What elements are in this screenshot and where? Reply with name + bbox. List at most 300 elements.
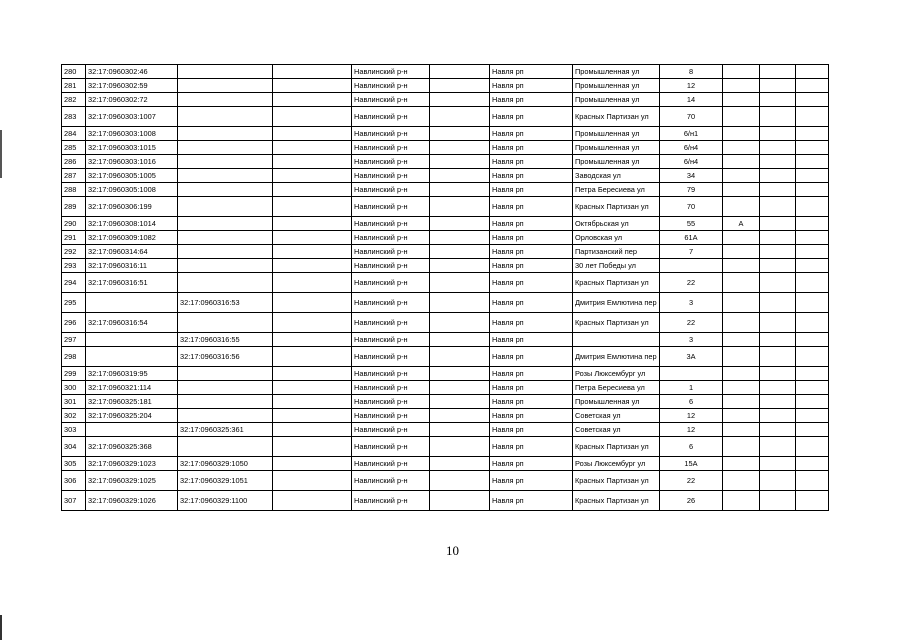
empty-cell bbox=[796, 491, 829, 511]
empty-cell bbox=[273, 293, 352, 313]
cadastral-number-cell: 32:17:0960316:54 bbox=[86, 313, 178, 333]
empty-cell bbox=[430, 457, 490, 471]
house-number-cell: 3 bbox=[660, 333, 723, 347]
empty-cell bbox=[273, 259, 352, 273]
empty-cell bbox=[273, 381, 352, 395]
empty-cell bbox=[796, 245, 829, 259]
house-number-cell: 12 bbox=[660, 409, 723, 423]
district-cell: Навлинский р-н bbox=[352, 437, 430, 457]
street-cell: Красных Партизан ул bbox=[573, 471, 660, 491]
empty-cell bbox=[760, 183, 796, 197]
letter-cell bbox=[723, 395, 760, 409]
empty-cell bbox=[273, 107, 352, 127]
empty-cell bbox=[430, 127, 490, 141]
row-number-cell: 287 bbox=[62, 169, 86, 183]
empty-cell bbox=[273, 313, 352, 333]
empty-cell bbox=[430, 183, 490, 197]
cadastral-number-cell: 32:17:0960329:1026 bbox=[86, 491, 178, 511]
district-cell: Навлинский р-н bbox=[352, 367, 430, 381]
street-cell: Октябрьская ул bbox=[573, 217, 660, 231]
letter-cell bbox=[723, 347, 760, 367]
street-cell: Красных Партизан ул bbox=[573, 273, 660, 293]
parent-cadastral-number-cell bbox=[178, 65, 273, 79]
row-number-cell: 282 bbox=[62, 93, 86, 107]
empty-cell bbox=[796, 409, 829, 423]
empty-cell bbox=[760, 217, 796, 231]
district-cell: Навлинский р-н bbox=[352, 107, 430, 127]
letter-cell: А bbox=[723, 217, 760, 231]
street-cell: Красных Партизан ул bbox=[573, 437, 660, 457]
registry-table-body bbox=[62, 65, 829, 511]
letter-cell bbox=[723, 141, 760, 155]
row-number-cell: 288 bbox=[62, 183, 86, 197]
house-number-cell: 6 bbox=[660, 395, 723, 409]
row-number-cell: 294 bbox=[62, 273, 86, 293]
empty-cell bbox=[273, 93, 352, 107]
empty-cell bbox=[796, 273, 829, 293]
row-number-cell: 289 bbox=[62, 197, 86, 217]
table-row bbox=[62, 197, 829, 217]
empty-cell bbox=[796, 347, 829, 367]
empty-cell bbox=[760, 273, 796, 293]
row-number-cell: 303 bbox=[62, 423, 86, 437]
locality-cell: Навля рп bbox=[490, 409, 573, 423]
locality-cell: Навля рп bbox=[490, 273, 573, 293]
table-row bbox=[62, 347, 829, 367]
empty-cell bbox=[430, 437, 490, 457]
locality-cell: Навля рп bbox=[490, 183, 573, 197]
table-row bbox=[62, 471, 829, 491]
house-number-cell: 6 bbox=[660, 437, 723, 457]
table-row bbox=[62, 65, 829, 79]
empty-cell bbox=[760, 381, 796, 395]
cadastral-number-cell: 32:17:0960325:204 bbox=[86, 409, 178, 423]
letter-cell bbox=[723, 245, 760, 259]
cadastral-number-cell: 32:17:0960305:1005 bbox=[86, 169, 178, 183]
empty-cell bbox=[273, 79, 352, 93]
house-number-cell: 22 bbox=[660, 313, 723, 333]
district-cell: Навлинский р-н bbox=[352, 457, 430, 471]
empty-cell bbox=[760, 169, 796, 183]
street-cell: 30 лет Победы ул bbox=[573, 259, 660, 273]
cadastral-number-cell: 32:17:0960303:1008 bbox=[86, 127, 178, 141]
row-number-cell: 290 bbox=[62, 217, 86, 231]
parent-cadastral-number-cell bbox=[178, 409, 273, 423]
district-cell: Навлинский р-н bbox=[352, 381, 430, 395]
empty-cell bbox=[430, 217, 490, 231]
house-number-cell: 22 bbox=[660, 273, 723, 293]
row-number-cell: 297 bbox=[62, 333, 86, 347]
row-number-cell: 304 bbox=[62, 437, 86, 457]
street-cell: Промышленная ул bbox=[573, 93, 660, 107]
letter-cell bbox=[723, 183, 760, 197]
empty-cell bbox=[273, 169, 352, 183]
cadastral-number-cell: 32:17:0960321:114 bbox=[86, 381, 178, 395]
empty-cell bbox=[796, 259, 829, 273]
cadastral-number-cell: 32:17:0960302:59 bbox=[86, 79, 178, 93]
scan-edge-mark bbox=[0, 615, 2, 640]
house-number-cell: 22 bbox=[660, 471, 723, 491]
street-cell bbox=[573, 333, 660, 347]
parent-cadastral-number-cell bbox=[178, 93, 273, 107]
parent-cadastral-number-cell bbox=[178, 79, 273, 93]
empty-cell bbox=[796, 65, 829, 79]
letter-cell bbox=[723, 79, 760, 93]
empty-cell bbox=[760, 107, 796, 127]
table-row bbox=[62, 79, 829, 93]
letter-cell bbox=[723, 437, 760, 457]
house-number-cell: 15А bbox=[660, 457, 723, 471]
empty-cell bbox=[760, 409, 796, 423]
table-row bbox=[62, 381, 829, 395]
locality-cell: Навля рп bbox=[490, 423, 573, 437]
empty-cell bbox=[273, 395, 352, 409]
letter-cell bbox=[723, 367, 760, 381]
empty-cell bbox=[273, 437, 352, 457]
empty-cell bbox=[760, 457, 796, 471]
table-row bbox=[62, 127, 829, 141]
locality-cell: Навля рп bbox=[490, 217, 573, 231]
district-cell: Навлинский р-н bbox=[352, 231, 430, 245]
letter-cell bbox=[723, 491, 760, 511]
parent-cadastral-number-cell bbox=[178, 141, 273, 155]
empty-cell bbox=[760, 471, 796, 491]
cadastral-number-cell: 32:17:0960316:11 bbox=[86, 259, 178, 273]
locality-cell: Навля рп bbox=[490, 127, 573, 141]
parent-cadastral-number-cell: 32:17:0960325:361 bbox=[178, 423, 273, 437]
street-cell: Орловская ул bbox=[573, 231, 660, 245]
parent-cadastral-number-cell bbox=[178, 437, 273, 457]
table-row bbox=[62, 245, 829, 259]
parent-cadastral-number-cell: 32:17:0960316:55 bbox=[178, 333, 273, 347]
locality-cell: Навля рп bbox=[490, 471, 573, 491]
district-cell: Навлинский р-н bbox=[352, 127, 430, 141]
empty-cell bbox=[760, 333, 796, 347]
parent-cadastral-number-cell bbox=[178, 273, 273, 293]
empty-cell bbox=[430, 423, 490, 437]
empty-cell bbox=[796, 333, 829, 347]
table-row bbox=[62, 259, 829, 273]
cadastral-number-cell: 32:17:0960329:1023 bbox=[86, 457, 178, 471]
house-number-cell: 55 bbox=[660, 217, 723, 231]
street-cell: Петра Бересиева ул bbox=[573, 183, 660, 197]
house-number-cell: 79 bbox=[660, 183, 723, 197]
parent-cadastral-number-cell bbox=[178, 231, 273, 245]
street-cell: Заводская ул bbox=[573, 169, 660, 183]
cadastral-number-cell bbox=[86, 347, 178, 367]
empty-cell bbox=[273, 127, 352, 141]
letter-cell bbox=[723, 273, 760, 293]
house-number-cell: 70 bbox=[660, 107, 723, 127]
parent-cadastral-number-cell: 32:17:0960316:56 bbox=[178, 347, 273, 367]
locality-cell: Навля рп bbox=[490, 313, 573, 333]
empty-cell bbox=[760, 79, 796, 93]
table-row bbox=[62, 423, 829, 437]
empty-cell bbox=[760, 423, 796, 437]
row-number-cell: 299 bbox=[62, 367, 86, 381]
empty-cell bbox=[760, 155, 796, 169]
district-cell: Навлинский р-н bbox=[352, 155, 430, 169]
table-row bbox=[62, 141, 829, 155]
empty-cell bbox=[796, 381, 829, 395]
house-number-cell: 6/н4 bbox=[660, 155, 723, 169]
empty-cell bbox=[760, 313, 796, 333]
locality-cell: Навля рп bbox=[490, 197, 573, 217]
letter-cell bbox=[723, 423, 760, 437]
empty-cell bbox=[273, 409, 352, 423]
empty-cell bbox=[796, 141, 829, 155]
table-row bbox=[62, 217, 829, 231]
row-number-cell: 300 bbox=[62, 381, 86, 395]
street-cell: Дмитрия Емлютина пер bbox=[573, 347, 660, 367]
cadastral-number-cell bbox=[86, 333, 178, 347]
empty-cell bbox=[760, 437, 796, 457]
empty-cell bbox=[430, 245, 490, 259]
empty-cell bbox=[796, 471, 829, 491]
letter-cell bbox=[723, 293, 760, 313]
parent-cadastral-number-cell bbox=[178, 259, 273, 273]
parent-cadastral-number-cell bbox=[178, 169, 273, 183]
cadastral-number-cell: 32:17:0960308:1014 bbox=[86, 217, 178, 231]
empty-cell bbox=[430, 169, 490, 183]
district-cell: Навлинский р-н bbox=[352, 293, 430, 313]
district-cell: Навлинский р-н bbox=[352, 347, 430, 367]
empty-cell bbox=[760, 127, 796, 141]
empty-cell bbox=[796, 423, 829, 437]
empty-cell bbox=[273, 183, 352, 197]
parent-cadastral-number-cell bbox=[178, 183, 273, 197]
locality-cell: Навля рп bbox=[490, 93, 573, 107]
empty-cell bbox=[760, 65, 796, 79]
house-number-cell: 6/н4 bbox=[660, 141, 723, 155]
empty-cell bbox=[760, 93, 796, 107]
row-number-cell: 302 bbox=[62, 409, 86, 423]
locality-cell: Навля рп bbox=[490, 259, 573, 273]
letter-cell bbox=[723, 457, 760, 471]
letter-cell bbox=[723, 155, 760, 169]
house-number-cell: 1 bbox=[660, 381, 723, 395]
row-number-cell: 306 bbox=[62, 471, 86, 491]
table-row bbox=[62, 231, 829, 245]
parent-cadastral-number-cell bbox=[178, 245, 273, 259]
empty-cell bbox=[430, 259, 490, 273]
street-cell: Промышленная ул bbox=[573, 141, 660, 155]
empty-cell bbox=[760, 367, 796, 381]
house-number-cell: 3А bbox=[660, 347, 723, 367]
locality-cell: Навля рп bbox=[490, 245, 573, 259]
empty-cell bbox=[273, 423, 352, 437]
empty-cell bbox=[796, 231, 829, 245]
parent-cadastral-number-cell: 32:17:0960316:53 bbox=[178, 293, 273, 313]
district-cell: Навлинский р-н bbox=[352, 313, 430, 333]
locality-cell: Навля рп bbox=[490, 347, 573, 367]
locality-cell: Навля рп bbox=[490, 79, 573, 93]
house-number-cell: 12 bbox=[660, 423, 723, 437]
empty-cell bbox=[430, 197, 490, 217]
letter-cell bbox=[723, 93, 760, 107]
parent-cadastral-number-cell bbox=[178, 197, 273, 217]
street-cell: Петра Бересиева ул bbox=[573, 381, 660, 395]
district-cell: Навлинский р-н bbox=[352, 245, 430, 259]
district-cell: Навлинский р-н bbox=[352, 79, 430, 93]
street-cell: Советская ул bbox=[573, 423, 660, 437]
empty-cell bbox=[430, 313, 490, 333]
cadastral-number-cell: 32:17:0960316:51 bbox=[86, 273, 178, 293]
empty-cell bbox=[273, 141, 352, 155]
district-cell: Навлинский р-н bbox=[352, 409, 430, 423]
parent-cadastral-number-cell bbox=[178, 155, 273, 169]
street-cell: Розы Люксембург ул bbox=[573, 457, 660, 471]
empty-cell bbox=[796, 293, 829, 313]
locality-cell: Навля рп bbox=[490, 381, 573, 395]
empty-cell bbox=[430, 79, 490, 93]
locality-cell: Навля рп bbox=[490, 169, 573, 183]
empty-cell bbox=[273, 197, 352, 217]
district-cell: Навлинский р-н bbox=[352, 333, 430, 347]
house-number-cell: 14 bbox=[660, 93, 723, 107]
street-cell: Промышленная ул bbox=[573, 127, 660, 141]
empty-cell bbox=[430, 273, 490, 293]
letter-cell bbox=[723, 231, 760, 245]
row-number-cell: 305 bbox=[62, 457, 86, 471]
locality-cell: Навля рп bbox=[490, 395, 573, 409]
parent-cadastral-number-cell bbox=[178, 107, 273, 127]
letter-cell bbox=[723, 169, 760, 183]
empty-cell bbox=[760, 141, 796, 155]
cadastral-number-cell: 32:17:0960306:199 bbox=[86, 197, 178, 217]
locality-cell: Навля рп bbox=[490, 437, 573, 457]
empty-cell bbox=[430, 107, 490, 127]
cadastral-number-cell: 32:17:0960303:1007 bbox=[86, 107, 178, 127]
cadastral-number-cell: 32:17:0960325:368 bbox=[86, 437, 178, 457]
parent-cadastral-number-cell bbox=[178, 217, 273, 231]
empty-cell bbox=[430, 367, 490, 381]
empty-cell bbox=[760, 259, 796, 273]
row-number-cell: 307 bbox=[62, 491, 86, 511]
table-row bbox=[62, 333, 829, 347]
table-row bbox=[62, 107, 829, 127]
street-cell: Красных Партизан ул bbox=[573, 197, 660, 217]
street-cell: Красных Партизан ул bbox=[573, 107, 660, 127]
empty-cell bbox=[760, 197, 796, 217]
row-number-cell: 291 bbox=[62, 231, 86, 245]
empty-cell bbox=[760, 231, 796, 245]
letter-cell bbox=[723, 409, 760, 423]
empty-cell bbox=[273, 367, 352, 381]
empty-cell bbox=[430, 141, 490, 155]
empty-cell bbox=[796, 395, 829, 409]
district-cell: Навлинский р-н bbox=[352, 491, 430, 511]
row-number-cell: 292 bbox=[62, 245, 86, 259]
empty-cell bbox=[796, 93, 829, 107]
empty-cell bbox=[273, 231, 352, 245]
table-row bbox=[62, 293, 829, 313]
table-row bbox=[62, 457, 829, 471]
row-number-cell: 296 bbox=[62, 313, 86, 333]
table-row bbox=[62, 183, 829, 197]
empty-cell bbox=[796, 183, 829, 197]
empty-cell bbox=[273, 333, 352, 347]
empty-cell bbox=[430, 65, 490, 79]
empty-cell bbox=[430, 409, 490, 423]
table-row bbox=[62, 437, 829, 457]
empty-cell bbox=[796, 107, 829, 127]
empty-cell bbox=[273, 217, 352, 231]
empty-cell bbox=[273, 471, 352, 491]
row-number-cell: 280 bbox=[62, 65, 86, 79]
empty-cell bbox=[760, 347, 796, 367]
letter-cell bbox=[723, 259, 760, 273]
empty-cell bbox=[273, 273, 352, 293]
cadastral-number-cell: 32:17:0960302:46 bbox=[86, 65, 178, 79]
locality-cell: Навля рп bbox=[490, 65, 573, 79]
empty-cell bbox=[430, 347, 490, 367]
empty-cell bbox=[760, 395, 796, 409]
empty-cell bbox=[796, 79, 829, 93]
house-number-cell bbox=[660, 367, 723, 381]
cadastral-number-cell: 32:17:0960325:181 bbox=[86, 395, 178, 409]
house-number-cell: 26 bbox=[660, 491, 723, 511]
row-number-cell: 281 bbox=[62, 79, 86, 93]
locality-cell: Навля рп bbox=[490, 457, 573, 471]
table-row bbox=[62, 367, 829, 381]
row-number-cell: 285 bbox=[62, 141, 86, 155]
locality-cell: Навля рп bbox=[490, 367, 573, 381]
cadastral-number-cell: 32:17:0960302:72 bbox=[86, 93, 178, 107]
parent-cadastral-number-cell bbox=[178, 367, 273, 381]
locality-cell: Навля рп bbox=[490, 141, 573, 155]
row-number-cell: 295 bbox=[62, 293, 86, 313]
empty-cell bbox=[273, 347, 352, 367]
cadastral-number-cell bbox=[86, 293, 178, 313]
empty-cell bbox=[430, 231, 490, 245]
cadastral-number-cell: 32:17:0960319:95 bbox=[86, 367, 178, 381]
cadastral-number-cell: 32:17:0960309:1082 bbox=[86, 231, 178, 245]
parent-cadastral-number-cell bbox=[178, 127, 273, 141]
table-row bbox=[62, 169, 829, 183]
empty-cell bbox=[796, 197, 829, 217]
street-cell: Промышленная ул bbox=[573, 155, 660, 169]
row-number-cell: 286 bbox=[62, 155, 86, 169]
house-number-cell: 7 bbox=[660, 245, 723, 259]
cadastral-number-cell: 32:17:0960303:1016 bbox=[86, 155, 178, 169]
empty-cell bbox=[760, 245, 796, 259]
street-cell: Промышленная ул bbox=[573, 79, 660, 93]
locality-cell: Навля рп bbox=[490, 293, 573, 313]
table-row bbox=[62, 155, 829, 169]
house-number-cell: 34 bbox=[660, 169, 723, 183]
house-number-cell: 8 bbox=[660, 65, 723, 79]
empty-cell bbox=[273, 457, 352, 471]
district-cell: Навлинский р-н bbox=[352, 423, 430, 437]
table-row bbox=[62, 93, 829, 107]
cadastral-number-cell: 32:17:0960314:64 bbox=[86, 245, 178, 259]
house-number-cell: 12 bbox=[660, 79, 723, 93]
empty-cell bbox=[430, 333, 490, 347]
parent-cadastral-number-cell bbox=[178, 381, 273, 395]
registry-table bbox=[61, 64, 829, 511]
empty-cell bbox=[796, 217, 829, 231]
district-cell: Навлинский р-н bbox=[352, 395, 430, 409]
cadastral-number-cell: 32:17:0960303:1015 bbox=[86, 141, 178, 155]
district-cell: Навлинский р-н bbox=[352, 471, 430, 491]
street-cell: Дмитрия Емлютина пер bbox=[573, 293, 660, 313]
house-number-cell bbox=[660, 259, 723, 273]
parent-cadastral-number-cell: 32:17:0960329:1051 bbox=[178, 471, 273, 491]
table-row bbox=[62, 395, 829, 409]
street-cell: Партизанский пер bbox=[573, 245, 660, 259]
row-number-cell: 301 bbox=[62, 395, 86, 409]
